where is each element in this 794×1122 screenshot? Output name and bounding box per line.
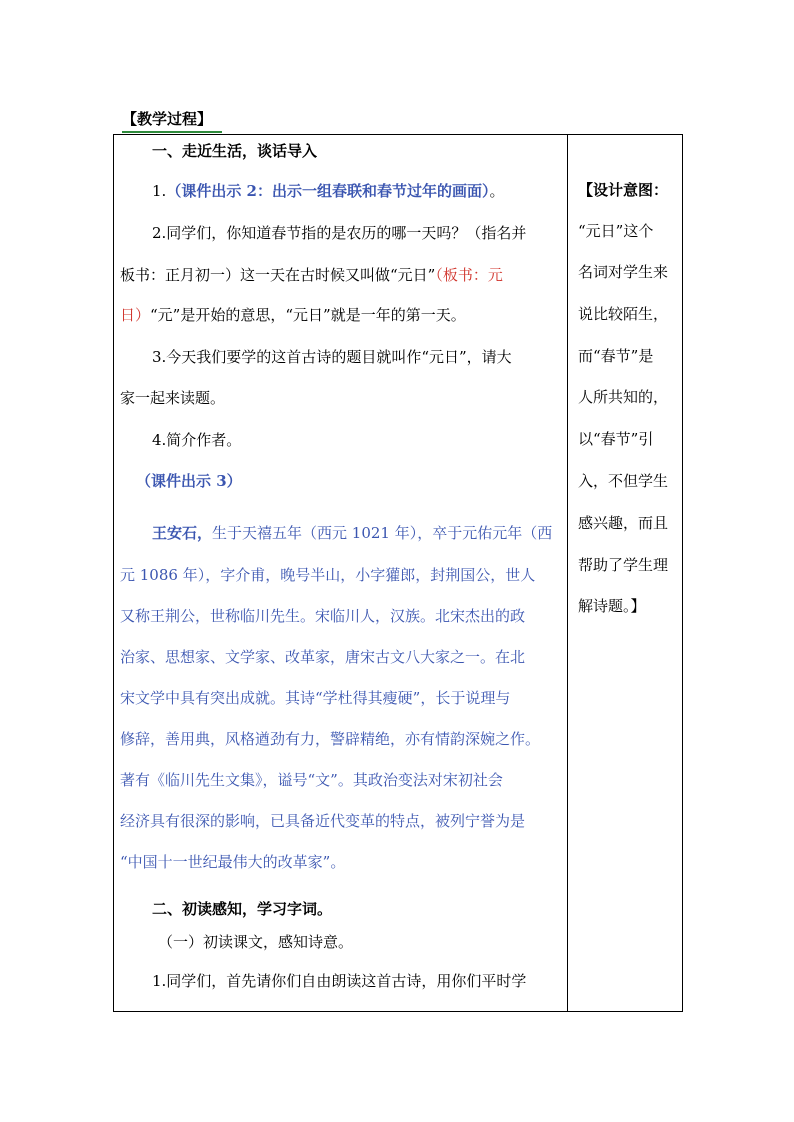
bio-line-6: 著有《临川先生文集》，谥号“文”。其政治变法对宋初社会 [120, 771, 503, 789]
section2-title: 二、初读感知，学习字词。 [152, 900, 333, 918]
design-intent-line-10: 解诗题。】 [578, 597, 646, 615]
p2-board-note: （板书：元 [435, 266, 503, 284]
design-intent-line-1: “元日”这个 [578, 222, 654, 240]
p3-line2: 家一起来读题。 [120, 389, 226, 407]
design-intent-line-7: 入，不但学生 [578, 472, 669, 490]
bio-line-8: “中国十一世纪最伟大的改革家”。 [120, 853, 346, 871]
p2-line3-text: “元”是开始的意思，“元日”就是一年的第一天。 [150, 306, 466, 324]
p2-line3 [120, 305, 466, 325]
courseware-3-label: （课件出示 3） [136, 472, 242, 490]
p1-end: 。 [489, 182, 505, 200]
bio-line-4: 宋文学中具有突出成就。其诗“学杜得其瘦硬”，长于说理与 [120, 689, 511, 707]
p4: 4.简介作者。 [152, 431, 242, 449]
p2-line1: 2.同学们，你知道春节指的是农历的哪一天吗？（指名并 [152, 224, 527, 242]
p1-courseware-note: （课件出示 2：出示一组春联和春节过年的画面） [166, 182, 490, 200]
paragraph-1 [152, 181, 505, 201]
design-intent-line-3: 说比较陌生， [578, 305, 669, 323]
process-cell [114, 135, 568, 1012]
p2-line2 [120, 265, 503, 285]
design-intent-line-5: 人所共知的， [578, 388, 669, 406]
design-intent-line-2: 名词对学生来 [578, 263, 669, 281]
bio-line-3: 治家、思想家、文学家、改革家，唐宋古文八大家之一。在北 [120, 648, 526, 666]
design-intent-line-8: 感兴趣，而且 [578, 514, 669, 532]
bio-line-1: 元 1086 年），字介甫，晚号半山，小字獾郎，封荆国公，世人 [120, 566, 536, 584]
section1-title: 一、走近生活，谈话导入 [152, 142, 318, 160]
paragraph-5: 1.同学们，首先请你们自由朗读这首古诗，用你们平时学 [152, 972, 527, 990]
design-intent-cell [568, 135, 683, 1012]
p2-board-note-end: 日） [120, 306, 151, 324]
section-heading: 【教学过程】 [122, 108, 222, 133]
p1-num: 1. [152, 182, 167, 200]
bio-line-0-text: 生于天禧五年（西元 1021 年），卒于元佑元年（西 [212, 524, 553, 542]
design-intent-line-4: 而“春节”是 [578, 347, 654, 365]
design-intent-title: 【设计意图： [578, 181, 669, 199]
p2-line2-text: 板书：正月初一）这一天在古时候又叫做“元日” [120, 266, 436, 284]
design-intent-line-9: 帮助了学生理 [578, 556, 669, 574]
bio-line-0 [152, 523, 552, 543]
bio-line-7: 经济具有很深的影响，已具备近代变革的特点，被列宁誉为是 [120, 812, 526, 830]
bio-line-5: 修辞，善用典，风格遒劲有力，警辟精绝，亦有情韵深婉之作。 [120, 730, 541, 748]
bio-author-name: 王安石， [152, 524, 213, 542]
subsection-1: （一）初读课文，感知诗意。 [158, 933, 354, 951]
p3-line1: 3.今天我们要学的这首古诗的题目就叫作“元日”，请大 [152, 348, 512, 366]
bio-line-2: 又称王荆公，世称临川先生。宋临川人，汉族。北宋杰出的政 [120, 607, 526, 625]
design-intent-line-6: 以“春节”引 [578, 430, 654, 448]
lesson-table [113, 134, 683, 1012]
